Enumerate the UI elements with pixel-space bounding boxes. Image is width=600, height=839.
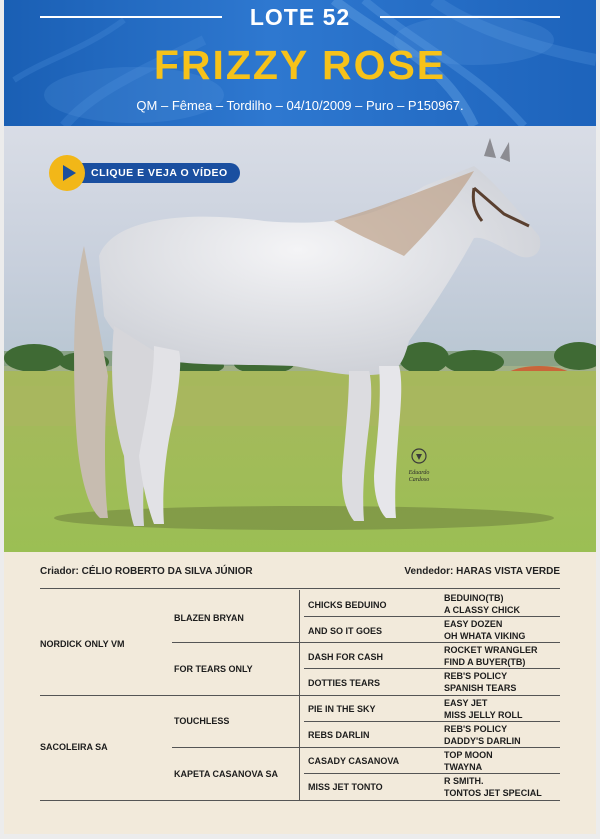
horse-name: FRIZZY ROSE xyxy=(153,42,447,88)
pedigree-gen3: DASH FOR CASH xyxy=(308,652,384,662)
pedigree-gen4: A CLASSY CHICK xyxy=(444,605,521,615)
pedigree-gen2: TOUCHLESS xyxy=(174,716,230,726)
pedigree-sire-split xyxy=(172,642,560,643)
pedigree-gen4: EASY JET xyxy=(444,698,488,708)
pedigree-dam-split xyxy=(172,747,560,748)
pedigree-gen2: KAPETA CASANOVA SA xyxy=(174,769,279,779)
pedigree-gen4: TOP MOON xyxy=(444,750,493,760)
lot-number: LOTE 52 xyxy=(249,4,351,30)
pedigree-mid-line xyxy=(40,695,560,696)
pedigree-gen3: REBS DARLIN xyxy=(308,730,370,740)
pedigree-gen3: CASADY CASANOVA xyxy=(308,756,400,766)
pedigree-gen4: MISS JELLY ROLL xyxy=(444,710,523,720)
header-banner xyxy=(4,0,596,126)
breeder-label: Criador: CÉLIO ROBERTO DA SILVA JÚNIOR xyxy=(40,566,253,577)
pedigree-gen4: R SMITH. xyxy=(444,776,484,786)
pedigree-gen4: REB'S POLICY xyxy=(444,671,508,681)
pedigree-dam: SACOLEIRA SA xyxy=(40,742,108,752)
pedigree-gen3: MISS JET TONTO xyxy=(308,782,383,792)
horse-info: QM – Fêmea – Tordilho – 04/10/2009 – Puro – P150967. xyxy=(136,98,464,113)
pedigree-gen3: AND SO IT GOES xyxy=(308,626,383,636)
lot-details xyxy=(4,552,596,834)
play-icon[interactable] xyxy=(49,155,85,191)
pedigree-bottom-line xyxy=(40,800,560,801)
pedigree-line-g3-4 xyxy=(304,773,560,774)
watch-video-button[interactable] xyxy=(49,155,240,191)
pedigree-line-g3-2 xyxy=(304,668,560,669)
pedigree-gen4: OH WHATA VIKING xyxy=(444,631,526,641)
pedigree-line-g3-3 xyxy=(304,721,560,722)
pedigree-gen4: EASY DOZEN xyxy=(444,619,503,629)
lot-page xyxy=(4,0,596,834)
pedigree-gen4: BEDUINO(TB) xyxy=(444,593,504,603)
pedigree-line-g3-1 xyxy=(304,616,560,617)
pedigree-gen3: DOTTIES TEARS xyxy=(308,678,381,688)
pedigree-gen4: DADDY'S DARLIN xyxy=(444,736,521,746)
pedigree-gen4: ROCKET WRANGLER xyxy=(444,645,538,655)
pedigree-gen3: PIE IN THE SKY xyxy=(308,704,376,714)
pedigree-gen2: BLAZEN BRYAN xyxy=(174,613,244,623)
pedigree-top-line xyxy=(40,588,560,589)
seller-label: Vendedor: HARAS VISTA VERDE xyxy=(404,566,560,577)
pedigree-gen4: FIND A BUYER(TB) xyxy=(444,657,526,667)
watch-video-label[interactable]: CLIQUE E VEJA O VÍDEO xyxy=(71,163,240,183)
svg-text:Cardoso: Cardoso xyxy=(408,477,430,483)
pedigree-sire: NORDICK ONLY VM xyxy=(40,639,125,649)
pedigree-gen4: TONTOS JET SPECIAL xyxy=(444,788,542,798)
pedigree-gen4: SPANISH TEARS xyxy=(444,683,517,693)
pedigree-gen4: REB'S POLICY xyxy=(444,724,508,734)
pedigree-gen2: FOR TEARS ONLY xyxy=(174,664,253,674)
pedigree-gen3: CHICKS BEDUINO xyxy=(308,600,387,610)
pedigree-gen4: TWAYNA xyxy=(444,762,483,772)
svg-text:Eduardo: Eduardo xyxy=(408,470,430,476)
